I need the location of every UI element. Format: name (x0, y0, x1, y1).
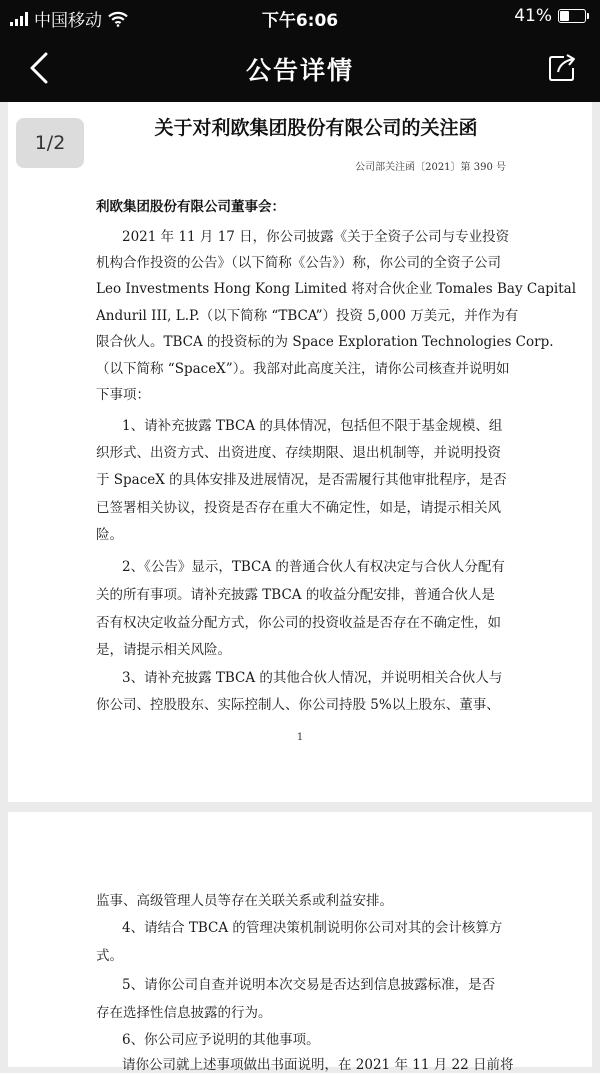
status-bar (0, 0, 600, 34)
text-line: 关的所有事项。请补充披露 TBCA 的收益分配安排，普通合伙人是 (96, 587, 495, 603)
text-line: 机构合作投资的公告》（以下简称《公告》）称，你公司的全资子公司 (96, 255, 501, 271)
text-line: 式。 (96, 948, 123, 964)
status-time: 下午6:06 (261, 11, 339, 31)
document-reference: 公司部关注函〔2021〕第 390 号 (355, 162, 506, 173)
text-line: 2021 年 11 月 17 日，你公司披露《关于全资子公司与专业投资 (122, 229, 510, 245)
page-title: 公告详情 (245, 56, 354, 85)
text-line: 已签署相关协议，投资是否存在重大不确定性，如是，请提示相关风 (96, 500, 501, 516)
text-line: 1、请补充披露 TBCA 的具体情况，包括但不限于基金规模、组 (122, 418, 503, 434)
page-number: 1 (296, 732, 304, 743)
battery-fill (560, 11, 569, 21)
text-line: 于 SpaceX 的具体安排及进展情况，是否需履行其他审批程序，是否 (96, 472, 507, 488)
text-line: Leo Investments Hong Kong Limited 将对合伙企业 Tomales Bay Capital (96, 281, 577, 297)
document-title: 关于对利欧集团股份有限公司的关注函 (154, 117, 478, 139)
text-line: 限合伙人。TBCA 的投资标的为 Space Exploration Technologies Corp. (96, 334, 554, 350)
text-line: 你公司、控股股东、实际控制人、你公司持股 5%以上股东、董事、 (96, 697, 500, 713)
text-line: 6、你公司应予说明的其他事项。 (122, 1032, 320, 1048)
text-line: 2、《公告》显示，TBCA 的普通合伙人有权决定与合伙人分配有 (122, 559, 505, 575)
battery-percent: 41% (514, 6, 552, 26)
text-line: Anduril III, L.P.（以下简称 “TBCA”）投资 5,000 万美元，并作为有 (96, 308, 519, 324)
text-line: 下事项： (96, 387, 150, 403)
nav-bar (0, 34, 600, 102)
text-line: 3、请补充披露 TBCA 的其他合伙人情况，并说明相关合伙人与 (122, 670, 503, 686)
text-line: 是，请提示相关风险。 (96, 642, 231, 658)
status-right (514, 6, 586, 26)
text-line: 请你公司就上述事项做出书面说明，在 2021 年 11 月 22 日前将 (122, 1057, 514, 1073)
text-line: 监事、高级管理人员等存在关联关系或利益安排。 (96, 893, 393, 909)
page-indicator: 1/2 (16, 118, 84, 168)
share-icon[interactable] (544, 50, 580, 86)
text-line: 织形式、出资方式、出资进度、存续期限、退出机制等，并说明投资 (96, 445, 501, 461)
top-bar (0, 0, 600, 102)
text-line: 险。 (96, 527, 123, 543)
text-line: （以下简称 “SpaceX”）。我部对此高度关注，请你公司核查并说明如 (96, 361, 510, 377)
carrier-label: 中国移动 (34, 11, 102, 31)
text-line: 存在选择性信息披露的行为。 (96, 1005, 272, 1021)
text-line: 否有权决定收益分配方式，你公司的投资收益是否存在不确定性，如 (96, 615, 501, 631)
text-line: 5、请你公司自查并说明本次交易是否达到信息披露标准，是否 (122, 977, 496, 993)
battery-icon (558, 9, 586, 23)
document-addressee: 利欧集团股份有限公司董事会： (96, 199, 285, 215)
text-line: 4、请结合 TBCA 的管理决策机制说明你公司对其的会计核算方 (122, 920, 503, 936)
